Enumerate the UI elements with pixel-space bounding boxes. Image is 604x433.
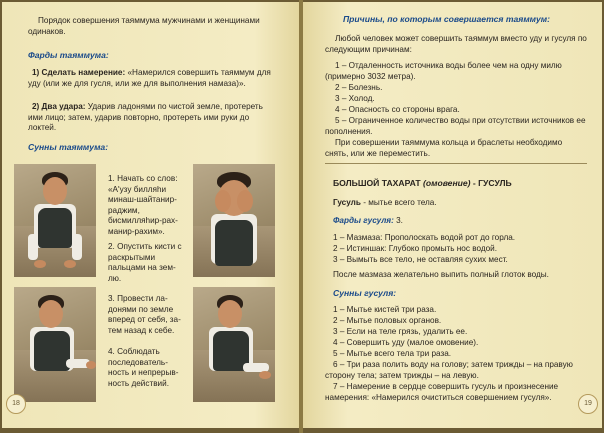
ghusl-title-main: БОЛЬШОЙ ТАХАРАТ <box>333 178 423 188</box>
ghusl-sunna-7: 7 – Намерение в сердце совершить гусуль и произнесение намерения: «Намерился очиститься совершением гусуля». <box>325 382 559 402</box>
ghusl-sunna-5: 5 – Мытье всего тела три раза. <box>333 349 452 358</box>
ghusl-fards-count: 3. <box>393 216 403 225</box>
photo-step-2 <box>193 164 275 277</box>
ghusl-sunna-6: 6 – Три раза полить воду на голову; затем трижды – на правую сторону тела; затем трижды – на левую. <box>325 360 573 380</box>
ghusl-fards-heading: Фарды гусуля: <box>333 216 394 225</box>
ghusl-fard-1: 1 – Мазмаза: Прополоскать водой рот до горла. <box>333 233 516 242</box>
ghusl-fards-heading-line <box>333 216 589 227</box>
reason-5: 5 – Ограниченное количество воды при отсутствии источников ее пополнения. <box>325 116 586 136</box>
fard-2-text: Ударив ладонями по чистой земле, протереть ими лицо; затем, ударив повторно, протереть ими руки до локтей. <box>28 102 263 132</box>
sunna-step-3: 3. Провести ладонями по земле вперед от себя, затем назад к себе. <box>108 294 181 335</box>
reason-2: 2 – Болезнь. <box>335 83 383 92</box>
sunna-step-2: 2. Опустить кисти с раскрытыми пальцами на землю. <box>108 242 182 283</box>
left-page <box>2 2 299 428</box>
page-number-right: 19 <box>578 394 598 414</box>
intro-text: Порядок совершения таяммума мужчинами и женщинами одинаков. <box>28 16 260 36</box>
ghusl-title <box>333 178 595 189</box>
photo-step-1 <box>14 164 96 277</box>
section-divider <box>325 163 587 164</box>
ghusl-word: Гусуль <box>333 198 361 207</box>
ghusl-title-paren: (омовение) <box>422 178 471 188</box>
reasons-intro: Любой человек может совершить таяммум вместо уду и гусуля по следующим причинам: <box>325 34 587 54</box>
tayammum-sunnas-heading: Сунны таяммума: <box>28 142 109 152</box>
reason-3: 3 – Холод. <box>335 94 375 103</box>
reason-1: 1 – Отдаленность источника воды более чем на одну милю (примерно 3032 метра). <box>325 61 562 81</box>
fard-1 <box>28 68 278 89</box>
page-number-left: 18 <box>6 394 26 414</box>
ghusl-definition <box>333 198 589 209</box>
fard-2-title: 2) Два удара: <box>32 102 86 111</box>
tayammum-fards-heading: Фарды таяммума: <box>28 50 109 60</box>
photo-step-3 <box>14 287 96 402</box>
reasons-heading: Причины, по которым совершается таяммум: <box>343 14 551 24</box>
ghusl-sunna-2: 2 – Мытье половых органов. <box>333 316 442 325</box>
mazmaza-note: После мазмаза желательно выпить полный глоток воды. <box>333 270 549 279</box>
rings-note: При совершении таяммума кольца и браслеты необходимо снять, или же переместить. <box>325 138 563 158</box>
sunna-step-1: 1. Начать со слов: «А'узу билляhи минаш-шайтанир-раджим, бисмилляhир-рахманир-рахим». <box>108 174 178 236</box>
fard-1-title: 1) Сделать намерение: <box>32 68 126 77</box>
photo-step-4 <box>193 287 275 402</box>
sunna-step-4: 4. Соблюдать последовательность и непрерывность действий. <box>108 347 179 388</box>
fard-2 <box>28 102 278 134</box>
ghusl-sunna-3: 3 – Если на теле грязь, удалить ее. <box>333 327 468 336</box>
ghusl-sunna-1: 1 – Мытье кистей три раза. <box>333 305 437 314</box>
ghusl-sunna-4: 4 – Совершить уду (малое омовение). <box>333 338 479 347</box>
ghusl-title-end: - ГУСУЛЬ <box>470 178 512 188</box>
fard-1-text: «Намерился совершить таяммум для уду (или же для гусля, или же для выполнения намаза)». <box>28 68 271 88</box>
ghusl-fard-2: 2 – Истиншак: Глубоко промыть нос водой. <box>333 244 498 253</box>
ghusl-sunnas-heading: Сунны гусуля: <box>333 288 397 298</box>
ghusl-definition-text: - мытье всего тела. <box>360 198 437 207</box>
reason-4: 4 – Опасность со стороны врага. <box>335 105 460 114</box>
right-page <box>303 2 602 428</box>
ghusl-fard-3: 3 – Вымыть все тело, не оставляя сухих мест. <box>333 255 508 264</box>
